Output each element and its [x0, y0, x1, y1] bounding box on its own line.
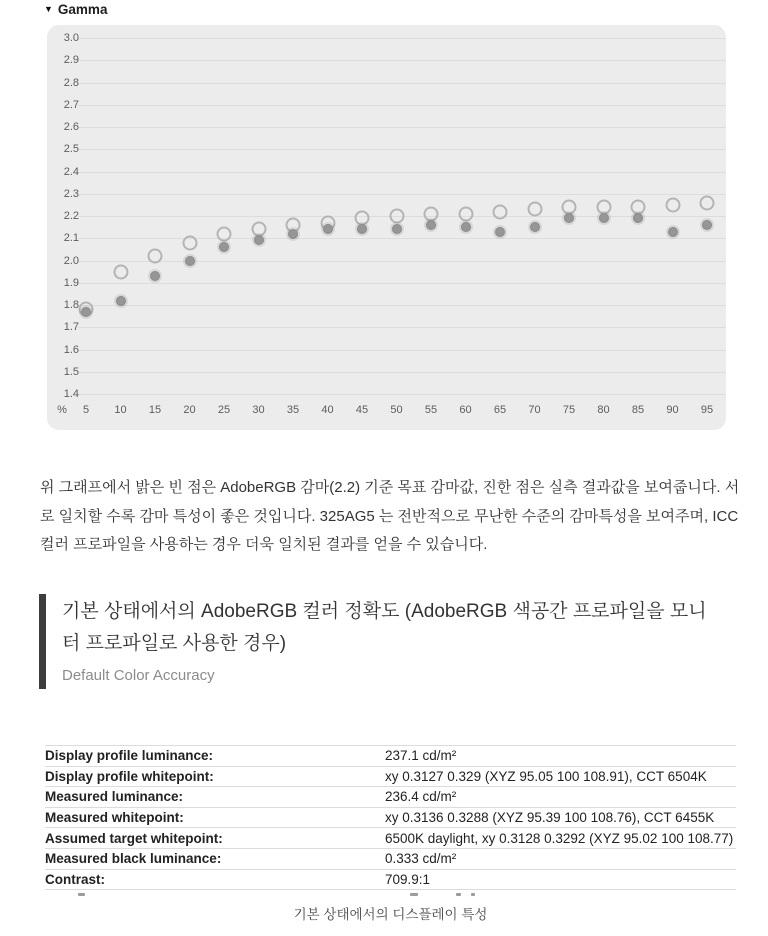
x-tick-label: 65 — [493, 404, 507, 416]
measured-gamma-point — [633, 213, 643, 223]
measured-gamma-point — [392, 224, 402, 234]
y-tick-label: 2.1 — [63, 232, 79, 245]
measured-gamma-point — [288, 229, 298, 239]
row-value: 0.333 cd/m² — [385, 851, 457, 867]
table-row — [45, 827, 736, 848]
x-axis-unit-label: % — [57, 404, 67, 416]
measured-gamma-point — [150, 271, 160, 281]
row-label: Display profile luminance: — [45, 748, 214, 764]
x-tick-label: 55 — [424, 404, 438, 416]
gamma-chart — [47, 25, 726, 430]
gridline — [78, 283, 726, 284]
y-tick-label: 2.3 — [63, 187, 79, 200]
table-row — [45, 786, 736, 807]
measured-gamma-point — [357, 224, 367, 234]
target-gamma-point — [700, 195, 715, 210]
measured-gamma-point — [530, 222, 540, 232]
x-tick-label: 35 — [286, 404, 300, 416]
section-title: 기본 상태에서의 AdobeRGB 컬러 정확도 (AdobeRGB 색공간 프로파일을 모니터 프로파일로 사용한 경우) — [62, 601, 707, 654]
x-tick-label: 85 — [631, 404, 645, 416]
gamma-description-paragraph: 위 그래프에서 밝은 빈 점은 AdobeRGB 감마(2.2) 기준 목표 감마값, 진한 점은 실측 결과값을 보여줍니다. 서로 일치할 수록 감마 특성이 좋은 것입니다. 325AG5 는 전반적으로 무난한 수준의 감마특성을 보여주며, ICC 컬러 프로파일을 사용하는 경우 더욱 일치된 결과를 얻을 수 있습니다. — [40, 479, 740, 553]
gamma-section-toggle[interactable] — [44, 2, 107, 17]
table-row — [45, 869, 736, 891]
clipped-row-fragment — [471, 893, 475, 896]
measured-gamma-point — [81, 307, 91, 317]
row-label: Display profile whitepoint: — [45, 768, 214, 784]
measured-gamma-point — [426, 220, 436, 230]
x-tick-label: 10 — [114, 404, 127, 416]
gridline — [78, 60, 726, 61]
y-tick-label: 1.6 — [63, 343, 79, 356]
measured-gamma-point — [599, 213, 609, 223]
x-tick-label: 60 — [459, 404, 472, 416]
row-label: Measured black luminance: — [45, 851, 222, 867]
x-tick-label: 30 — [252, 404, 265, 416]
gridline — [78, 350, 726, 351]
gridline — [78, 83, 726, 84]
x-tick-label: 70 — [528, 404, 541, 416]
measured-gamma-point — [461, 222, 471, 232]
y-tick-label: 1.9 — [63, 276, 79, 289]
y-tick-label: 1.7 — [63, 321, 79, 334]
gridline — [78, 172, 726, 173]
target-gamma-point — [389, 209, 404, 224]
x-tick-label: 25 — [217, 404, 231, 416]
x-tick-label: 15 — [148, 404, 162, 416]
x-tick-label: 90 — [666, 404, 679, 416]
target-gamma-point — [217, 226, 232, 241]
measured-gamma-point — [323, 224, 333, 234]
gridline — [78, 105, 726, 106]
row-label: Measured luminance: — [45, 789, 184, 805]
table-row — [45, 807, 736, 828]
row-value: 236.4 cd/m² — [385, 789, 457, 805]
x-tick-label: 75 — [562, 404, 576, 416]
row-label: Assumed target whitepoint: — [45, 830, 223, 846]
gridline — [78, 372, 726, 373]
measurement-table — [45, 745, 736, 890]
clipped-row-fragment — [456, 893, 461, 896]
row-value: 709.9:1 — [385, 871, 431, 887]
row-value: xy 0.3136 0.3288 (XYZ 95.39 100 108.76), CCT 6455K — [385, 810, 715, 826]
collapse-triangle-icon: ▼ — [44, 4, 53, 14]
table-row — [45, 848, 736, 869]
row-label: Contrast: — [45, 871, 105, 887]
y-tick-label: 2.5 — [63, 143, 79, 156]
y-tick-label: 2.8 — [63, 76, 79, 89]
x-tick-label: 95 — [700, 404, 714, 416]
gridline — [78, 261, 726, 262]
y-tick-label: 1.5 — [63, 365, 79, 378]
gridline — [78, 327, 726, 328]
row-value: xy 0.3127 0.329 (XYZ 95.05 100 108.91), CCT 6504K — [385, 768, 707, 784]
gridline — [78, 149, 726, 150]
y-tick-label: 1.4 — [63, 388, 79, 400]
y-tick-label: 2.9 — [63, 54, 79, 67]
clipped-row-fragment — [78, 893, 85, 896]
gridline — [78, 127, 726, 128]
y-tick-label: 1.8 — [63, 299, 79, 311]
clipped-table-row — [45, 891, 736, 896]
gridline — [78, 38, 726, 39]
gridline — [78, 305, 726, 306]
target-gamma-point — [665, 197, 680, 212]
y-tick-label: 2.7 — [63, 98, 79, 111]
row-label: Measured whitepoint: — [45, 810, 184, 826]
measured-gamma-point — [702, 220, 712, 230]
target-gamma-point — [527, 202, 542, 217]
x-tick-label: 5 — [82, 404, 90, 416]
gridline — [78, 394, 726, 395]
x-tick-label: 80 — [597, 404, 610, 416]
section-accent-bar — [39, 594, 46, 689]
x-tick-label: 40 — [321, 404, 334, 416]
target-gamma-point — [458, 206, 473, 221]
row-value: 6500K daylight, xy 0.3128 0.3292 (XYZ 95.02 100 108.77) — [385, 830, 734, 846]
y-tick-label: 2.0 — [63, 254, 79, 267]
section-subtitle: Default Color Accuracy — [62, 667, 215, 684]
x-tick-label: 50 — [390, 404, 403, 416]
target-gamma-point — [113, 264, 128, 279]
measured-gamma-point — [254, 235, 264, 245]
target-gamma-point — [182, 235, 197, 250]
target-gamma-point — [493, 204, 508, 219]
measured-gamma-point — [185, 256, 195, 266]
measured-gamma-point — [116, 296, 126, 306]
gridline — [78, 238, 726, 239]
clipped-row-fragment — [410, 893, 418, 896]
measured-gamma-point — [495, 227, 505, 237]
x-tick-label: 45 — [355, 404, 369, 416]
measured-gamma-point — [668, 227, 678, 237]
x-tick-label: 20 — [183, 404, 196, 416]
measured-gamma-point — [564, 213, 574, 223]
table-row — [45, 745, 736, 766]
y-tick-label: 2.4 — [63, 165, 79, 178]
gridline — [78, 194, 726, 195]
y-tick-label: 3.0 — [63, 32, 79, 44]
y-tick-label: 2.2 — [63, 210, 79, 222]
measured-gamma-point — [219, 242, 229, 252]
table-caption: 기본 상태에서의 디스플레이 특성 — [293, 907, 488, 922]
row-value: 237.1 cd/m² — [385, 748, 457, 764]
chart-title-label: Gamma — [57, 2, 108, 17]
table-row — [45, 766, 736, 787]
target-gamma-point — [148, 249, 163, 264]
y-tick-label: 2.6 — [63, 121, 79, 133]
